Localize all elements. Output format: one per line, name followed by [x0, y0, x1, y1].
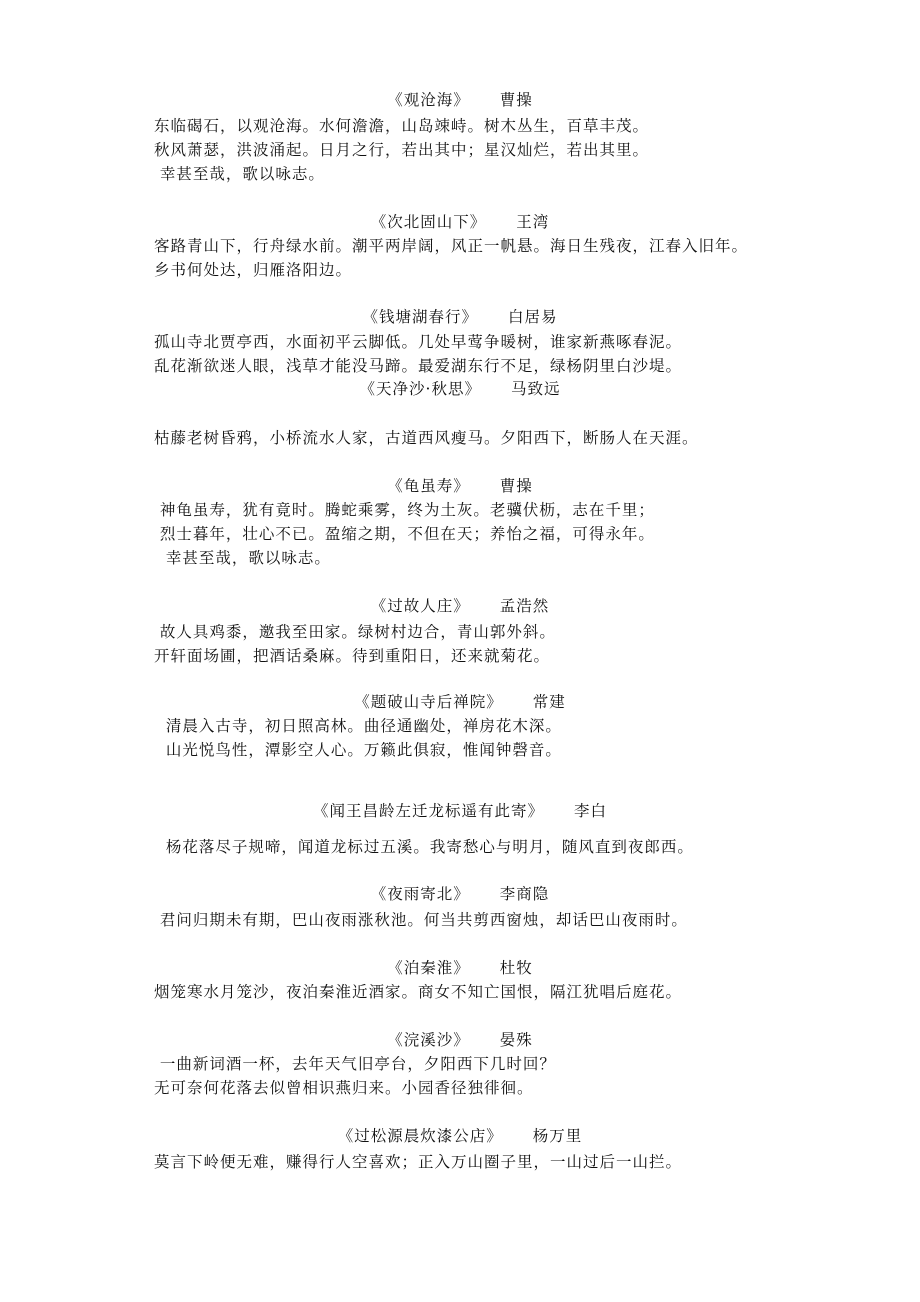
poem-line: 一曲新词酒一杯，去年天气旧亭台，夕阳西下几时回？ — [154, 1055, 556, 1073]
poem-author: 杜牧 — [499, 959, 533, 977]
poem-line: 开轩面场圃，把酒话桑麻。待到重阳日，还来就菊花。 — [154, 647, 551, 665]
poem-title-line — [0, 799, 920, 823]
poem-title: 《闻王昌龄左迁龙标遥有此寄》 — [312, 802, 544, 820]
poem-author: 晏殊 — [499, 1031, 533, 1049]
poem-line: 烈士暮年，壮心不已。盈缩之期，不但在天；养怡之福，可得永年。 — [154, 525, 655, 543]
poem-title-line — [0, 594, 920, 618]
poem-author: 杨万里 — [532, 1127, 583, 1145]
poem-line: 烟笼寒水月笼沙，夜泊秦淮近酒家。商女不知亡国恨，隔江犹唱后庭花。 — [154, 983, 683, 1001]
poem-title-line — [0, 956, 920, 980]
poem-line: 幸甚至哉，歌以咏志。 — [154, 165, 325, 183]
poem-title-line — [0, 305, 920, 329]
poem-author: 王湾 — [516, 213, 550, 231]
poem-title: 《龟虽寿》 — [387, 477, 470, 495]
poem-title: 《次北固山下》 — [370, 213, 487, 231]
poem-title: 《钱塘湖春行》 — [362, 308, 478, 326]
poem-title-line — [0, 690, 920, 714]
poem-line: 东临碣石，以观沧海。水何澹澹，山岛竦峙。树木丛生，百草丰茂。 — [154, 117, 650, 135]
poem-line: 无可奈何花落去似曾相识燕归来。小园香径独徘徊。 — [154, 1079, 534, 1097]
poem-author: 曹操 — [499, 91, 533, 109]
poem-author: 孟浩然 — [499, 597, 550, 615]
poem-title: 《过松源晨炊漆公店》 — [337, 1127, 503, 1145]
poem-line: 幸甚至哉，歌以咏志。 — [154, 549, 331, 567]
poem-author: 李白 — [574, 802, 608, 820]
poem-title: 《浣溪沙》 — [387, 1031, 470, 1049]
poem-author: 李商隐 — [499, 885, 550, 903]
poem-line: 清晨入古寺，初日照高林。曲径通幽处，禅房花木深。 — [154, 717, 562, 735]
poem-title: 《过故人庄》 — [370, 597, 470, 615]
poem-line: 乱花渐欲迷人眼，浅草才能没马蹄。最爱湖东行不足，绿杨阴里白沙堤。 — [154, 357, 683, 375]
poem-line: 山光悦鸟性，潭影空人心。万籁此俱寂，惟闻钟磬音。 — [154, 741, 562, 759]
poem-author: 常建 — [532, 693, 566, 711]
poem-line: 莫言下岭便无难，赚得行人空喜欢；正入万山圈子里，一山过后一山拦。 — [154, 1153, 683, 1171]
poem-title-line — [0, 474, 920, 498]
poem-title: 《题破山寺后禅院》 — [354, 693, 503, 711]
poem-line: 杨花落尽子规啼，闻道龙标过五溪。我寄愁心与明月，随风直到夜郎西。 — [154, 838, 694, 856]
poem-title-line — [0, 1028, 920, 1052]
poem-title-line — [0, 1124, 920, 1148]
poem-title-line — [0, 882, 920, 906]
poem-author: 白居易 — [508, 308, 558, 326]
poem-author: 马致远 — [510, 380, 561, 398]
poem-line: 君问归期未有期，巴山夜雨涨秋池。何当共剪西窗烛，却话巴山夜雨时。 — [154, 911, 688, 929]
poem-title: 《夜雨寄北》 — [370, 885, 470, 903]
poem-line: 秋风萧瑟，洪波涌起。日月之行，若出其中；星汉灿烂，若出其里。 — [154, 141, 650, 159]
poem-title: 《泊秦淮》 — [387, 959, 470, 977]
poem-line: 乡书何处达，归雁洛阳边。 — [154, 261, 353, 279]
poem-author: 曹操 — [499, 477, 533, 495]
poem-title-line — [0, 210, 920, 234]
poem-line: 客路青山下，行舟绿水前。潮平两岸阔，风正一帆悬。海日生残夜，江春入旧年。 — [154, 237, 749, 255]
poem-title: 《观沧海》 — [387, 91, 470, 109]
poem-title-line — [0, 88, 920, 112]
poem-line: 神龟虽寿，犹有竟时。腾蛇乘雾，终为土灰。老骥伏枥，志在千里； — [154, 501, 655, 519]
poem-line: 孤山寺北贾亭西，水面初平云脚低。几处早莺争暖树，谁家新燕啄春泥。 — [154, 333, 683, 351]
poem-title: 《天净沙·秋思》 — [359, 380, 481, 398]
poem-title-line — [0, 377, 920, 401]
poem-line: 枯藤老树昏鸦，小桥流水人家，古道西风瘦马。夕阳西下，断肠人在天涯。 — [154, 429, 699, 447]
poem-line: 故人具鸡黍，邀我至田家。绿树村边合，青山郭外斜。 — [154, 623, 556, 641]
